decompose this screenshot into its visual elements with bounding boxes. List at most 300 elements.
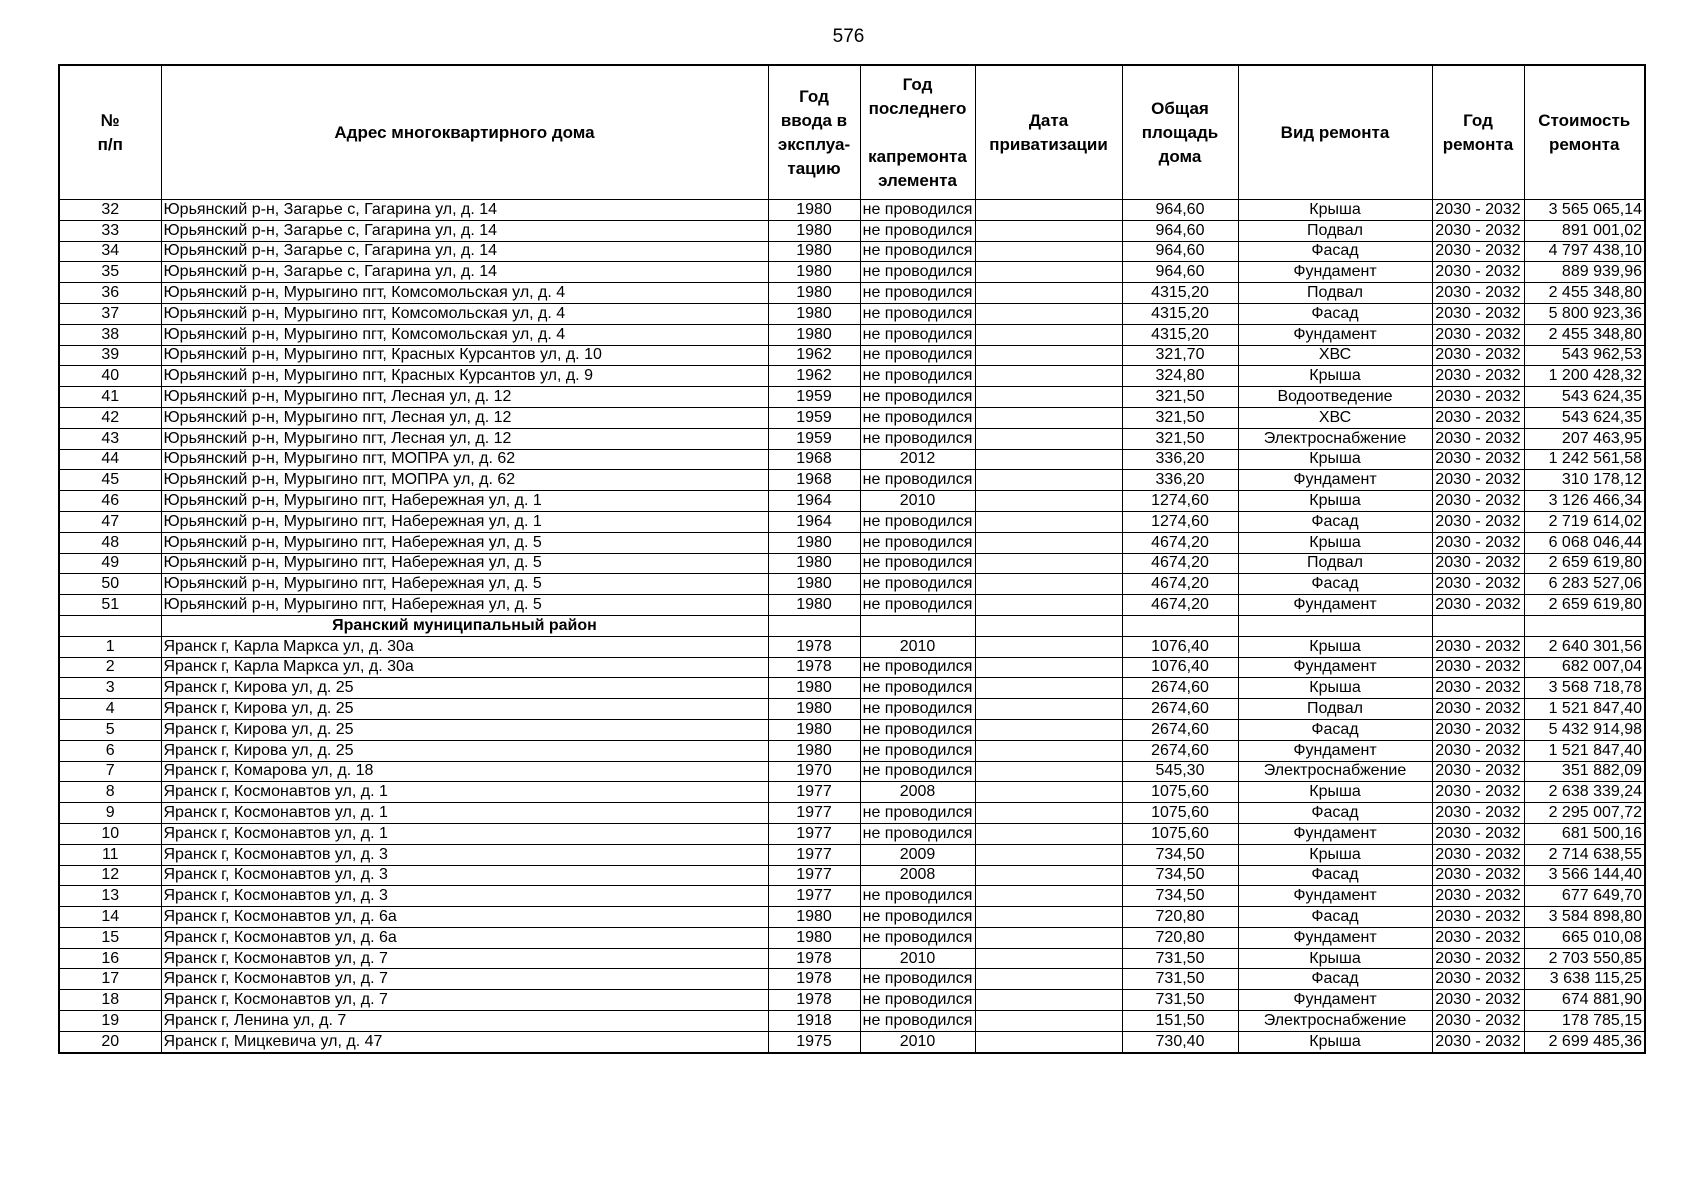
cell-repair-cost: 674 881,90 — [1524, 990, 1645, 1011]
cell-commission-year: 1978 — [768, 948, 860, 969]
cell-area: 4315,20 — [1122, 303, 1238, 324]
cell-privatization — [975, 719, 1122, 740]
cell-address: Яранск г, Космонавтов ул, д. 6а — [161, 907, 768, 928]
table-row — [59, 470, 1645, 491]
cell-repair-period: 2030 - 2032 — [1432, 407, 1524, 428]
table-row — [59, 1011, 1645, 1032]
cell-privatization — [975, 803, 1122, 824]
cell-num: 19 — [59, 1011, 161, 1032]
cell-repair-period: 2030 - 2032 — [1432, 283, 1524, 304]
header-last-repair-year-label: Год последнего капремонта элемента — [868, 74, 967, 190]
table-row — [59, 719, 1645, 740]
cell-privatization — [975, 470, 1122, 491]
cell-last-repair: не проводился — [860, 823, 975, 844]
cell-area: 731,50 — [1122, 969, 1238, 990]
header-repair-cost-label: Стоимость ремонта — [1538, 110, 1631, 154]
cell-privatization — [975, 345, 1122, 366]
table-row — [59, 283, 1645, 304]
cell-repair-cost: 3 568 718,78 — [1524, 678, 1645, 699]
cell-num: 44 — [59, 449, 161, 470]
table-row — [59, 491, 1645, 512]
cell-commission-year: 1980 — [768, 262, 860, 283]
section-title: Яранский муниципальный район — [161, 615, 768, 636]
cell-last-repair: 2008 — [860, 865, 975, 886]
cell-repair-cost: 3 638 115,25 — [1524, 969, 1645, 990]
cell-num: 13 — [59, 886, 161, 907]
cell-repair-period: 2030 - 2032 — [1432, 636, 1524, 657]
cell-last-repair: не проводился — [860, 761, 975, 782]
cell-area: 964,60 — [1122, 220, 1238, 241]
cell-address: Юрьянский р-н, Мурыгино пгт, Набережная ул, д. 5 — [161, 553, 768, 574]
cell-address: Яранск г, Космонавтов ул, д. 1 — [161, 803, 768, 824]
repair-registry-table — [58, 64, 1646, 1054]
cell-repair-type: Фасад — [1238, 303, 1432, 324]
cell-address: Юрьянский р-н, Загарье с, Гагарина ул, д. 14 — [161, 262, 768, 283]
cell-area: 720,80 — [1122, 907, 1238, 928]
cell-repair-period: 2030 - 2032 — [1432, 532, 1524, 553]
header-address — [161, 65, 768, 200]
table-row — [59, 657, 1645, 678]
cell-num: 36 — [59, 283, 161, 304]
cell-num: 15 — [59, 927, 161, 948]
cell-area: 1076,40 — [1122, 636, 1238, 657]
cell-privatization — [975, 511, 1122, 532]
cell-area: 1075,60 — [1122, 823, 1238, 844]
cell-area: 720,80 — [1122, 927, 1238, 948]
cell-repair-type: Фасад — [1238, 719, 1432, 740]
cell-last-repair: не проводился — [860, 1011, 975, 1032]
cell-repair-type: Подвал — [1238, 699, 1432, 720]
cell-repair-type: Фундамент — [1238, 657, 1432, 678]
cell-commission-year: 1978 — [768, 990, 860, 1011]
cell-last-repair: не проводился — [860, 678, 975, 699]
table-row — [59, 324, 1645, 345]
cell-commission-year: 1977 — [768, 782, 860, 803]
table-row — [59, 740, 1645, 761]
cell-repair-cost: 2 659 619,80 — [1524, 553, 1645, 574]
cell-repair-period: 2030 - 2032 — [1432, 241, 1524, 262]
cell-commission-year: 1977 — [768, 844, 860, 865]
cell-last-repair: не проводился — [860, 511, 975, 532]
table-row — [59, 636, 1645, 657]
cell-commission-year: 1977 — [768, 823, 860, 844]
table-row — [59, 865, 1645, 886]
cell-area: 4674,20 — [1122, 595, 1238, 616]
cell-repair-cost: 1 200 428,32 — [1524, 366, 1645, 387]
cell-address: Юрьянский р-н, Мурыгино пгт, Красных Курсантов ул, д. 9 — [161, 366, 768, 387]
cell-repair-cost: 3 126 466,34 — [1524, 491, 1645, 512]
cell-num: 40 — [59, 366, 161, 387]
cell-repair-type: Крыша — [1238, 636, 1432, 657]
cell-privatization — [975, 782, 1122, 803]
cell-commission-year: 1980 — [768, 324, 860, 345]
cell-repair-type: Крыша — [1238, 1031, 1432, 1052]
cell-area: 545,30 — [1122, 761, 1238, 782]
cell-address: Яранск г, Космонавтов ул, д. 7 — [161, 948, 768, 969]
cell-repair-type: Крыша — [1238, 491, 1432, 512]
header-privatization-date-label: Дата приватизации — [989, 110, 1108, 154]
table-row — [59, 990, 1645, 1011]
cell-num: 5 — [59, 719, 161, 740]
cell-commission-year: 1959 — [768, 428, 860, 449]
cell-num: 46 — [59, 491, 161, 512]
header-repair-cost — [1524, 65, 1645, 200]
cell-repair-period: 2030 - 2032 — [1432, 220, 1524, 241]
cell-num: 11 — [59, 844, 161, 865]
table-row — [59, 200, 1645, 221]
cell-privatization — [975, 927, 1122, 948]
cell-repair-cost: 2 640 301,56 — [1524, 636, 1645, 657]
cell-repair-type: Крыша — [1238, 532, 1432, 553]
cell-num: 38 — [59, 324, 161, 345]
cell-privatization — [975, 990, 1122, 1011]
cell-commission-year: 1980 — [768, 220, 860, 241]
cell-repair-type: Крыша — [1238, 678, 1432, 699]
cell-repair-type: Подвал — [1238, 553, 1432, 574]
table-row — [59, 511, 1645, 532]
cell-repair-type: Крыша — [1238, 948, 1432, 969]
table-row — [59, 823, 1645, 844]
cell-num: 6 — [59, 740, 161, 761]
cell-repair-type: Крыша — [1238, 449, 1432, 470]
header-total-area-label: Общая площадь дома — [1141, 98, 1219, 166]
cell-privatization — [975, 636, 1122, 657]
cell-num: 47 — [59, 511, 161, 532]
cell-privatization — [975, 699, 1122, 720]
cell-last-repair: не проводился — [860, 699, 975, 720]
cell-address: Юрьянский р-н, Мурыгино пгт, Комсомольская ул, д. 4 — [161, 303, 768, 324]
table-row — [59, 678, 1645, 699]
cell-privatization — [975, 1011, 1122, 1032]
cell-last-repair: 2009 — [860, 844, 975, 865]
cell-commission-year: 1977 — [768, 803, 860, 824]
cell-address: Юрьянский р-н, Мурыгино пгт, МОПРА ул, д. 62 — [161, 470, 768, 491]
cell-commission-year: 1980 — [768, 678, 860, 699]
cell-num: 20 — [59, 1031, 161, 1052]
cell-num: 37 — [59, 303, 161, 324]
cell-repair-type: Фасад — [1238, 907, 1432, 928]
cell-commission-year: 1970 — [768, 761, 860, 782]
cell-repair-period: 2030 - 2032 — [1432, 200, 1524, 221]
table-row — [59, 886, 1645, 907]
table-row — [59, 969, 1645, 990]
cell-repair-type: Подвал — [1238, 283, 1432, 304]
cell-num: 39 — [59, 345, 161, 366]
cell-repair-cost: 351 882,09 — [1524, 761, 1645, 782]
cell-last-repair: не проводился — [860, 303, 975, 324]
cell-commission-year: 1980 — [768, 719, 860, 740]
cell-address: Юрьянский р-н, Загарье с, Гагарина ул, д. 14 — [161, 241, 768, 262]
cell-repair-cost: 4 797 438,10 — [1524, 241, 1645, 262]
table-row — [59, 303, 1645, 324]
cell-repair-type: Крыша — [1238, 782, 1432, 803]
cell-area: 321,50 — [1122, 387, 1238, 408]
cell-num: 18 — [59, 990, 161, 1011]
cell-area: 4315,20 — [1122, 283, 1238, 304]
cell-commission-year: 1980 — [768, 283, 860, 304]
cell-commission-year: 1980 — [768, 907, 860, 928]
cell-repair-type: Фасад — [1238, 511, 1432, 532]
cell-repair-type: Фасад — [1238, 574, 1432, 595]
cell-address: Юрьянский р-н, Мурыгино пгт, МОПРА ул, д. 62 — [161, 449, 768, 470]
cell-repair-cost: 3 565 065,14 — [1524, 200, 1645, 221]
cell-privatization — [975, 907, 1122, 928]
cell-area: 4315,20 — [1122, 324, 1238, 345]
cell-repair-type: Фундамент — [1238, 595, 1432, 616]
cell-repair-type: Электроснабжение — [1238, 428, 1432, 449]
header-repair-type — [1238, 65, 1432, 200]
cell-last-repair: 2008 — [860, 782, 975, 803]
header-commission-year — [768, 65, 860, 200]
cell-commission-year: 1980 — [768, 532, 860, 553]
cell-area: 730,40 — [1122, 1031, 1238, 1052]
table-row — [59, 449, 1645, 470]
cell-area: 1274,60 — [1122, 511, 1238, 532]
cell-repair-period: 2030 - 2032 — [1432, 366, 1524, 387]
cell-area: 731,50 — [1122, 990, 1238, 1011]
cell-repair-period: 2030 - 2032 — [1432, 345, 1524, 366]
cell-address: Юрьянский р-н, Мурыгино пгт, Набережная ул, д. 1 — [161, 511, 768, 532]
cell-repair-period: 2030 - 2032 — [1432, 428, 1524, 449]
cell-repair-period: 2030 - 2032 — [1432, 990, 1524, 1011]
cell-commission-year: 1964 — [768, 511, 860, 532]
cell-repair-period: 2030 - 2032 — [1432, 303, 1524, 324]
cell-repair-period: 2030 - 2032 — [1432, 553, 1524, 574]
cell-repair-cost: 2 638 339,24 — [1524, 782, 1645, 803]
cell-privatization — [975, 532, 1122, 553]
cell-area: 151,50 — [1122, 1011, 1238, 1032]
header-total-area — [1122, 65, 1238, 200]
cell-address: Яранск г, Ленина ул, д. 7 — [161, 1011, 768, 1032]
cell-repair-cost: 2 699 485,36 — [1524, 1031, 1645, 1052]
cell-last-repair: не проводился — [860, 324, 975, 345]
header-repair-type-label: Вид ремонта — [1280, 122, 1390, 142]
cell-repair-type: Фундамент — [1238, 324, 1432, 345]
cell-repair-cost: 2 703 550,85 — [1524, 948, 1645, 969]
header-last-repair-year — [860, 65, 975, 200]
cell-commission-year: 1918 — [768, 1011, 860, 1032]
cell-commission-year: 1978 — [768, 636, 860, 657]
cell-last-repair: не проводился — [860, 907, 975, 928]
cell-repair-type: Фундамент — [1238, 470, 1432, 491]
table-row — [59, 907, 1645, 928]
cell-last-repair: не проводился — [860, 969, 975, 990]
cell-repair-type: Фундамент — [1238, 886, 1432, 907]
cell-area: 321,50 — [1122, 428, 1238, 449]
cell-repair-type: ХВС — [1238, 345, 1432, 366]
cell-num: 14 — [59, 907, 161, 928]
cell-repair-type: Фундамент — [1238, 740, 1432, 761]
cell-repair-period: 2030 - 2032 — [1432, 886, 1524, 907]
table-row — [59, 387, 1645, 408]
cell-repair-type: Крыша — [1238, 366, 1432, 387]
cell-num: 1 — [59, 636, 161, 657]
cell-repair-cost: 5 432 914,98 — [1524, 719, 1645, 740]
cell-commission-year: 1962 — [768, 366, 860, 387]
cell-privatization — [975, 283, 1122, 304]
cell-repair-cost: 1 242 561,58 — [1524, 449, 1645, 470]
cell-privatization — [975, 491, 1122, 512]
section-row — [59, 615, 1645, 636]
cell-repair-type: Фасад — [1238, 241, 1432, 262]
cell-last-repair: не проводился — [860, 345, 975, 366]
cell-address: Яранск г, Космонавтов ул, д. 3 — [161, 865, 768, 886]
cell-repair-type: Фундамент — [1238, 990, 1432, 1011]
cell-repair-period: 2030 - 2032 — [1432, 449, 1524, 470]
cell-area: 734,50 — [1122, 865, 1238, 886]
cell-num: 12 — [59, 865, 161, 886]
cell-area: 2674,60 — [1122, 699, 1238, 720]
table-row — [59, 761, 1645, 782]
cell-repair-period: 2030 - 2032 — [1432, 491, 1524, 512]
cell-repair-cost: 681 500,16 — [1524, 823, 1645, 844]
table-body-yuryansky — [59, 200, 1645, 616]
cell-area: 2674,60 — [1122, 740, 1238, 761]
cell-area: 1075,60 — [1122, 803, 1238, 824]
cell-last-repair: не проводился — [860, 283, 975, 304]
cell-repair-period: 2030 - 2032 — [1432, 595, 1524, 616]
cell-num: 45 — [59, 470, 161, 491]
cell-num: 17 — [59, 969, 161, 990]
cell-area: 964,60 — [1122, 241, 1238, 262]
cell-repair-cost: 543 624,35 — [1524, 387, 1645, 408]
cell-repair-cost: 889 939,96 — [1524, 262, 1645, 283]
cell-num: 8 — [59, 782, 161, 803]
cell-repair-type: Фасад — [1238, 969, 1432, 990]
cell-repair-period: 2030 - 2032 — [1432, 927, 1524, 948]
cell-num: 49 — [59, 553, 161, 574]
cell-num: 16 — [59, 948, 161, 969]
cell-last-repair: не проводился — [860, 200, 975, 221]
cell-repair-type: Электроснабжение — [1238, 1011, 1432, 1032]
cell-repair-cost: 665 010,08 — [1524, 927, 1645, 948]
cell-address: Юрьянский р-н, Мурыгино пгт, Лесная ул, д. 12 — [161, 428, 768, 449]
cell-address: Яранск г, Комарова ул, д. 18 — [161, 761, 768, 782]
cell-last-repair: не проводился — [860, 657, 975, 678]
cell-num: 43 — [59, 428, 161, 449]
cell-area: 2674,60 — [1122, 719, 1238, 740]
cell-commission-year: 1980 — [768, 574, 860, 595]
cell-privatization — [975, 387, 1122, 408]
cell-address: Яранск г, Кирова ул, д. 25 — [161, 699, 768, 720]
cell-address: Юрьянский р-н, Мурыгино пгт, Набережная ул, д. 5 — [161, 574, 768, 595]
cell-repair-period: 2030 - 2032 — [1432, 803, 1524, 824]
cell-num: 41 — [59, 387, 161, 408]
cell-privatization — [975, 657, 1122, 678]
cell-address: Яранск г, Мицкевича ул, д. 47 — [161, 1031, 768, 1052]
cell-num: 3 — [59, 678, 161, 699]
cell-privatization — [975, 969, 1122, 990]
cell-repair-cost: 891 001,02 — [1524, 220, 1645, 241]
cell-area: 964,60 — [1122, 262, 1238, 283]
cell-last-repair: не проводился — [860, 740, 975, 761]
cell-commission-year: 1980 — [768, 241, 860, 262]
cell-commission-year: 1980 — [768, 740, 860, 761]
table-row — [59, 407, 1645, 428]
cell-repair-period: 2030 - 2032 — [1432, 969, 1524, 990]
cell-area: 321,50 — [1122, 407, 1238, 428]
table-row — [59, 927, 1645, 948]
cell-address: Юрьянский р-н, Мурыгино пгт, Лесная ул, д. 12 — [161, 407, 768, 428]
cell-privatization — [975, 574, 1122, 595]
cell-num: 34 — [59, 241, 161, 262]
cell-repair-period: 2030 - 2032 — [1432, 782, 1524, 803]
cell-last-repair: не проводился — [860, 719, 975, 740]
cell-repair-period: 2030 - 2032 — [1432, 511, 1524, 532]
cell-repair-period: 2030 - 2032 — [1432, 262, 1524, 283]
table-row — [59, 803, 1645, 824]
cell-commission-year: 1977 — [768, 865, 860, 886]
cell-privatization — [975, 740, 1122, 761]
cell-repair-period: 2030 - 2032 — [1432, 324, 1524, 345]
cell-address: Яранск г, Космонавтов ул, д. 3 — [161, 844, 768, 865]
cell-commission-year: 1980 — [768, 303, 860, 324]
header-repair-year-label: Год ремонта — [1442, 110, 1514, 154]
table-row — [59, 262, 1645, 283]
cell-privatization — [975, 595, 1122, 616]
cell-area: 1274,60 — [1122, 491, 1238, 512]
cell-repair-period: 2030 - 2032 — [1432, 719, 1524, 740]
cell-last-repair: не проводился — [860, 428, 975, 449]
cell-commission-year: 1980 — [768, 927, 860, 948]
cell-privatization — [975, 324, 1122, 345]
cell-privatization — [975, 948, 1122, 969]
table-row — [59, 948, 1645, 969]
cell-repair-cost: 2 719 614,02 — [1524, 511, 1645, 532]
cell-privatization — [975, 241, 1122, 262]
cell-last-repair: 2010 — [860, 948, 975, 969]
cell-last-repair: не проводился — [860, 927, 975, 948]
cell-last-repair: 2010 — [860, 1031, 975, 1052]
cell-repair-period: 2030 - 2032 — [1432, 740, 1524, 761]
cell-repair-cost: 6 283 527,06 — [1524, 574, 1645, 595]
cell-repair-cost: 310 178,12 — [1524, 470, 1645, 491]
cell-repair-period: 2030 - 2032 — [1432, 699, 1524, 720]
cell-last-repair: не проводился — [860, 407, 975, 428]
table-row — [59, 844, 1645, 865]
header-address-label: Адрес многоквартирного дома — [334, 122, 595, 142]
cell-privatization — [975, 262, 1122, 283]
cell-address: Яранск г, Кирова ул, д. 25 — [161, 719, 768, 740]
cell-repair-cost: 677 649,70 — [1524, 886, 1645, 907]
cell-address: Яранск г, Космонавтов ул, д. 1 — [161, 782, 768, 803]
cell-area: 4674,20 — [1122, 553, 1238, 574]
table-row — [59, 699, 1645, 720]
cell-repair-cost: 3 566 144,40 — [1524, 865, 1645, 886]
cell-repair-period: 2030 - 2032 — [1432, 387, 1524, 408]
table-row — [59, 220, 1645, 241]
section-header — [59, 615, 1645, 636]
cell-area: 964,60 — [1122, 200, 1238, 221]
cell-privatization — [975, 220, 1122, 241]
cell-repair-type: Фундамент — [1238, 823, 1432, 844]
cell-address: Яранск г, Карла Маркса ул, д. 30а — [161, 657, 768, 678]
cell-repair-period: 2030 - 2032 — [1432, 823, 1524, 844]
cell-repair-period: 2030 - 2032 — [1432, 574, 1524, 595]
table-row — [59, 532, 1645, 553]
cell-last-repair: не проводился — [860, 595, 975, 616]
header-num — [59, 65, 161, 200]
cell-commission-year: 1968 — [768, 449, 860, 470]
table-row — [59, 428, 1645, 449]
cell-address: Юрьянский р-н, Мурыгино пгт, Красных Курсантов ул, д. 10 — [161, 345, 768, 366]
cell-last-repair: не проводился — [860, 470, 975, 491]
cell-num: 4 — [59, 699, 161, 720]
cell-num: 10 — [59, 823, 161, 844]
table-row — [59, 574, 1645, 595]
cell-repair-cost: 5 800 923,36 — [1524, 303, 1645, 324]
cell-num: 9 — [59, 803, 161, 824]
